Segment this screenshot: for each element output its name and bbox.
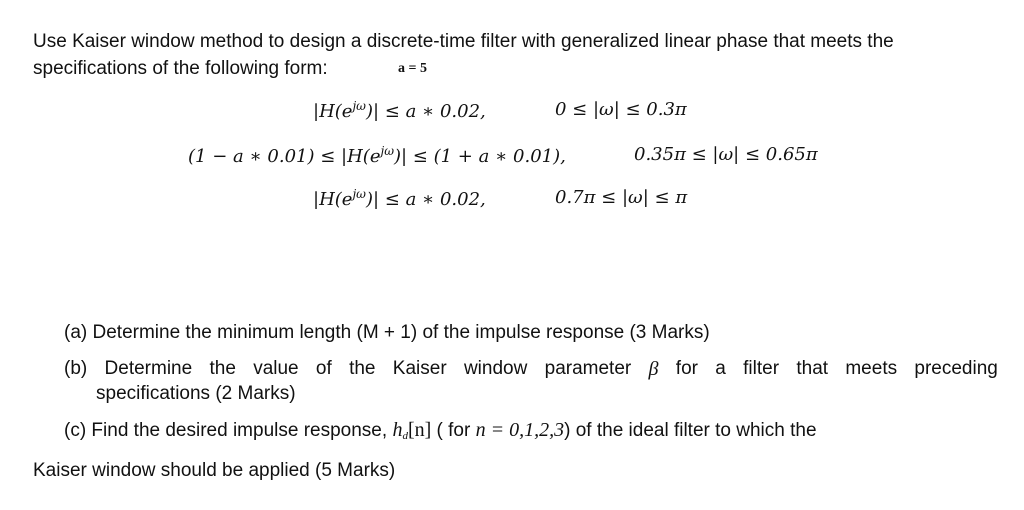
question-b-word: for (675, 358, 698, 379)
question-b-word: a (715, 358, 726, 379)
question-c-line-2: Kaiser window should be applied (5 Marks) (33, 460, 396, 481)
question-b-word: window (463, 358, 528, 379)
question-b-word: filter (743, 358, 780, 379)
spec-row-3-left: $|H(e^{j\omega})| \le a$ ∗ 0.02, (313, 187, 486, 210)
question-b-word: the (349, 358, 376, 379)
h-letter: h (392, 419, 403, 441)
question-b-word: that (796, 358, 829, 379)
beta-symbol: β (648, 358, 659, 380)
question-c-suffix: of the ideal filter to which the (575, 420, 817, 441)
subscript-d: d (402, 430, 408, 442)
a-value: a = 5 (398, 61, 427, 76)
question-b-word: parameter (544, 358, 632, 379)
spec-row-1-right: 0 ≤ |ω| ≤ 0.3π (555, 99, 687, 120)
spec-row-1-left: $|H(e^{j\omega})| \le a$ ∗ 0.02, (313, 99, 486, 122)
question-a: (a) Determine the minimum length (M + 1) of the impulse response (3 Marks) (64, 322, 710, 343)
question-c-line-1 (64, 419, 817, 442)
question-b-word: the (209, 358, 236, 379)
spec-row-3-right: 0.7π ≤ |ω| ≤ π (555, 187, 688, 208)
question-b-word: preceding (914, 358, 998, 379)
question-b-line-1 (64, 358, 998, 381)
question-c-prefix: (c) Find the desired impulse response, (64, 420, 388, 441)
question-c-paren-close: ) (564, 420, 571, 441)
question-b-word: Kaiser (392, 358, 447, 379)
spec-row-2-left: (1 − a ∗ $0.01) \le |H(e^{j\omega})| \le (1 + a$ ∗ 0.01), (188, 144, 566, 167)
hd-symbol (392, 419, 431, 441)
intro-line-2: specifications of the following form: (33, 58, 328, 79)
question-b-line-2: specifications (2 Marks) (96, 383, 296, 404)
index-n: [n] (407, 419, 432, 441)
question-b-word: (b) (64, 358, 88, 379)
question-c-paren-open: ( for (436, 420, 471, 441)
intro-line-1: Use Kaiser window method to design a discrete-time filter with generalized linear phase that meets the (33, 31, 894, 52)
spec-row-2-right: 0.35π ≤ |ω| ≤ 0.65π (634, 144, 818, 165)
question-b-word: meets (845, 358, 898, 379)
question-b-word: Determine (104, 358, 193, 379)
question-b-word: value (253, 358, 299, 379)
question-b-word: of (315, 358, 332, 379)
n-range: n = 0,1,2,3 (475, 419, 565, 441)
